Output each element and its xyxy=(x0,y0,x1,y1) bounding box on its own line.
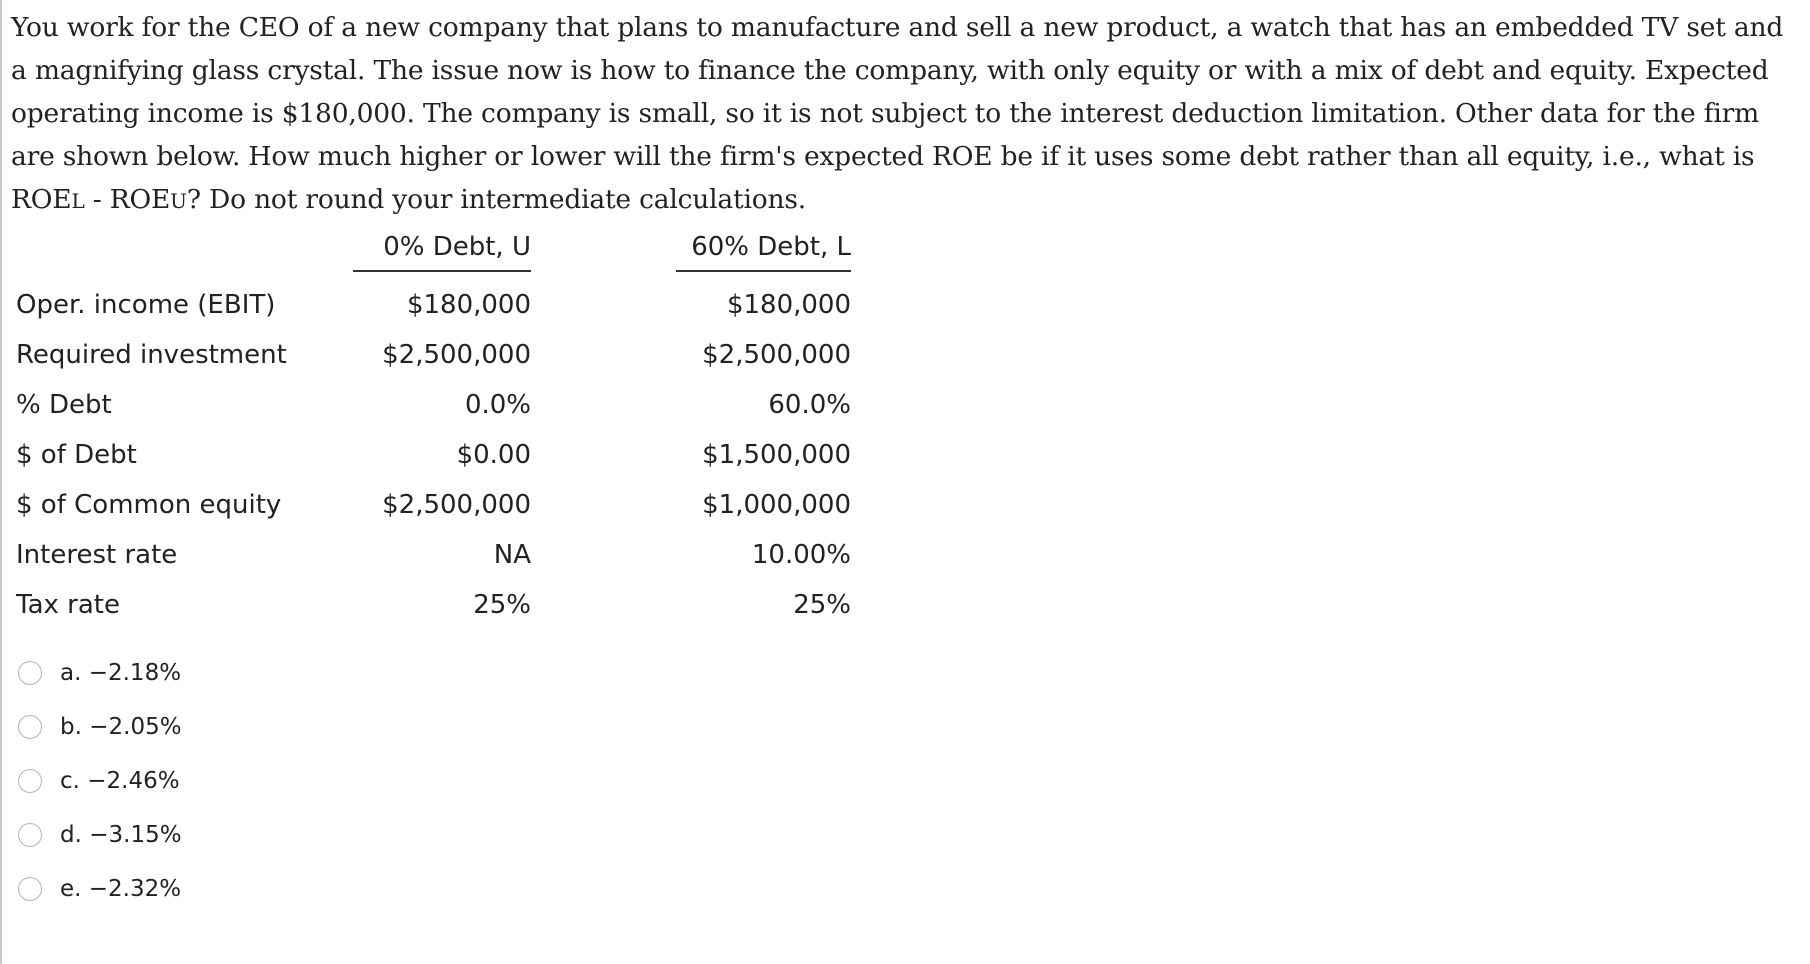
table-header-unlevered-text: 0% Debt, U xyxy=(353,232,531,272)
question-text-part3: ? Do not round your intermediate calculations. xyxy=(186,184,807,215)
radio-button-icon[interactable] xyxy=(18,877,42,901)
choice-c[interactable] xyxy=(18,754,182,808)
table-row xyxy=(16,330,857,380)
row-value-unlevered: 25% xyxy=(473,590,531,620)
row-value-levered: 10.00% xyxy=(751,540,851,570)
row-label: $ of Debt xyxy=(16,440,137,470)
table-row xyxy=(16,430,857,480)
choice-a[interactable] xyxy=(18,646,182,700)
question-text-part2: - ROE xyxy=(84,184,171,215)
choice-label: e. −2.32% xyxy=(60,876,182,902)
radio-button-icon[interactable] xyxy=(18,715,42,739)
table-header-levered xyxy=(676,232,857,280)
table-header-row xyxy=(16,232,857,280)
choice-label: b. −2.05% xyxy=(60,714,182,740)
question-subscript-u: U xyxy=(170,189,187,213)
choice-label: c. −2.46% xyxy=(60,768,180,794)
table-row xyxy=(16,480,857,530)
choice-label: a. −2.18% xyxy=(60,660,182,686)
row-value-unlevered: NA xyxy=(493,540,531,570)
row-label: Tax rate xyxy=(16,590,120,620)
row-value-unlevered: $180,000 xyxy=(406,290,531,320)
table-row xyxy=(16,280,857,330)
answer-choices xyxy=(18,646,182,916)
table-row xyxy=(16,530,857,580)
table-header-unlevered xyxy=(353,232,537,280)
table-row xyxy=(16,380,857,430)
radio-button-icon[interactable] xyxy=(18,823,42,847)
table-row xyxy=(16,580,857,630)
choice-b[interactable] xyxy=(18,700,182,754)
row-label: Required investment xyxy=(16,340,287,370)
question-text-part1: You work for the CEO of a new company that plans to manufacture and sell a new product, a watch that has an embedded TV set and a magnifying glass crystal. The issue now is how to finance the company, with only equity or with a mix of debt and equity. Expected operating income is $180,000. The company is small, so it is not subject to the interest deduction limitation. Other data for the firm are shown below. How much higher or lower will the firm's expected ROE be if it uses some debt rather than all equity, i.e., what is ROE xyxy=(11,12,1784,215)
row-value-unlevered: $2,500,000 xyxy=(382,340,531,370)
radio-button-icon[interactable] xyxy=(18,661,42,685)
row-value-levered: 25% xyxy=(793,590,851,620)
table-header-gap xyxy=(537,232,676,280)
row-label: % Debt xyxy=(16,390,112,420)
row-label: $ of Common equity xyxy=(16,490,282,520)
choice-label: d. −3.15% xyxy=(60,822,182,848)
row-value-levered: $2,500,000 xyxy=(702,340,851,370)
row-label: Oper. income (EBIT) xyxy=(16,290,276,320)
table-header-levered-text: 60% Debt, L xyxy=(676,232,851,272)
row-value-levered: $1,000,000 xyxy=(702,490,851,520)
row-value-unlevered: $0.00 xyxy=(456,440,531,470)
table-header-label xyxy=(16,232,353,280)
data-table xyxy=(16,232,857,630)
row-value-levered: $180,000 xyxy=(726,290,851,320)
choice-d[interactable] xyxy=(18,808,182,862)
row-value-unlevered: 0.0% xyxy=(464,390,531,420)
question-subscript-l: L xyxy=(71,189,85,213)
row-value-levered: 60.0% xyxy=(768,390,851,420)
row-value-unlevered: $2,500,000 xyxy=(382,490,531,520)
row-label: Interest rate xyxy=(16,540,178,570)
row-value-levered: $1,500,000 xyxy=(702,440,851,470)
question-text xyxy=(11,6,1801,223)
radio-button-icon[interactable] xyxy=(18,769,42,793)
choice-e[interactable] xyxy=(18,862,182,916)
